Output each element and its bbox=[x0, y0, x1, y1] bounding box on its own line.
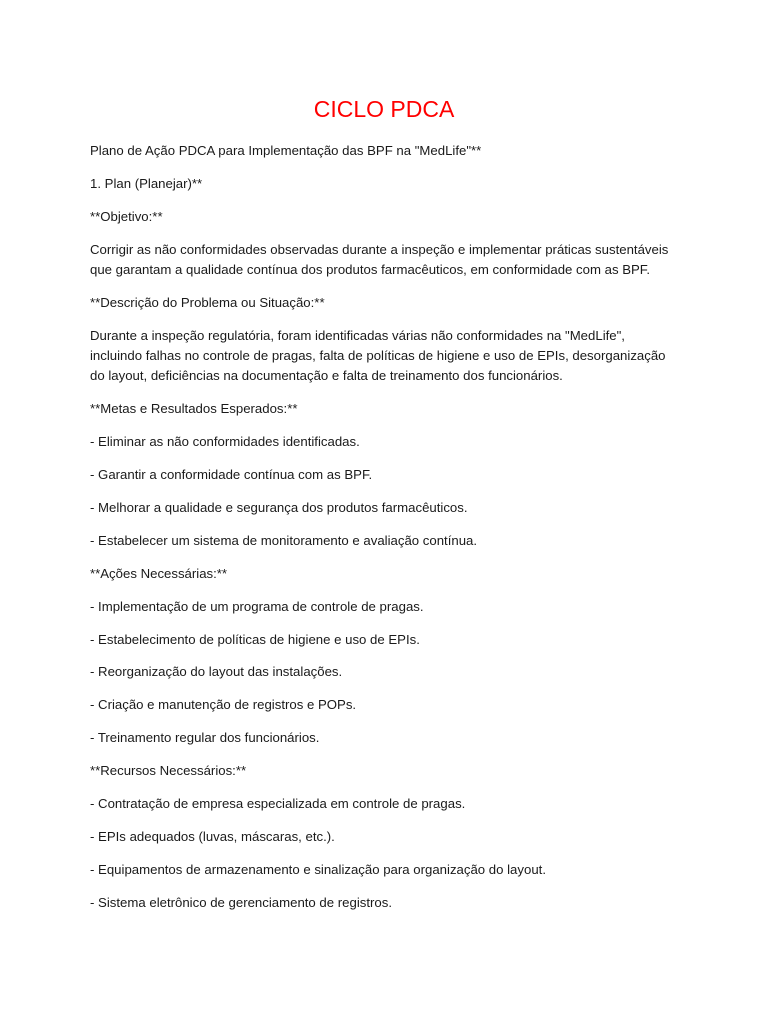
section-heading-plan: 1. Plan (Planejar)** bbox=[90, 176, 203, 191]
list-item: - Equipamentos de armazenamento e sinalização para organização do layout. bbox=[90, 862, 546, 877]
problem-label: **Descrição do Problema ou Situação:** bbox=[90, 295, 325, 310]
list-item: - Treinamento regular dos funcionários. bbox=[90, 730, 320, 745]
list-item: - Estabelecer um sistema de monitoramento e avaliação contínua. bbox=[90, 533, 478, 548]
list-item: - Criação e manutenção de registros e POPs. bbox=[90, 697, 357, 712]
document-title: CICLO PDCA bbox=[313, 96, 455, 122]
list-item: - Reorganização do layout das instalações. bbox=[90, 664, 343, 679]
list-item: - Implementação de um programa de controle de pragas. bbox=[90, 599, 424, 614]
list-item: - Contratação de empresa especializada em controle de pragas. bbox=[90, 796, 466, 811]
resources-label: **Recursos Necessários:** bbox=[90, 763, 247, 778]
goals-label: **Metas e Resultados Esperados:** bbox=[90, 401, 298, 416]
list-item: - Melhorar a qualidade e segurança dos produtos farmacêuticos. bbox=[90, 500, 468, 515]
plan-heading: Plano de Ação PDCA para Implementação das BPF na "MedLife"** bbox=[90, 143, 482, 158]
problem-paragraph: Durante a inspeção regulatória, foram identificadas várias não conformidades na "MedLife", incluindo falhas no controle de pragas, falta de políticas de higiene e uso de EPIs, desorganização do layout, deficiências na documentação e falta de treinamento dos funcionários. bbox=[90, 328, 666, 383]
list-item: - EPIs adequados (luvas, máscaras, etc.). bbox=[90, 829, 335, 844]
list-item: - Estabelecimento de políticas de higiene e uso de EPIs. bbox=[90, 632, 420, 647]
actions-label: **Ações Necessárias:** bbox=[90, 566, 228, 581]
list-item: - Garantir a conformidade contínua com as BPF. bbox=[90, 467, 373, 482]
objective-label: **Objetivo:** bbox=[90, 209, 163, 224]
list-item: - Eliminar as não conformidades identificadas. bbox=[90, 434, 360, 449]
list-item: - Sistema eletrônico de gerenciamento de registros. bbox=[90, 895, 392, 910]
objective-paragraph: Corrigir as não conformidades observadas durante a inspeção e implementar práticas sustentáveis que garantam a qualidade contínua dos produtos farmacêuticos, em conformidade com as BPF. bbox=[90, 242, 669, 277]
